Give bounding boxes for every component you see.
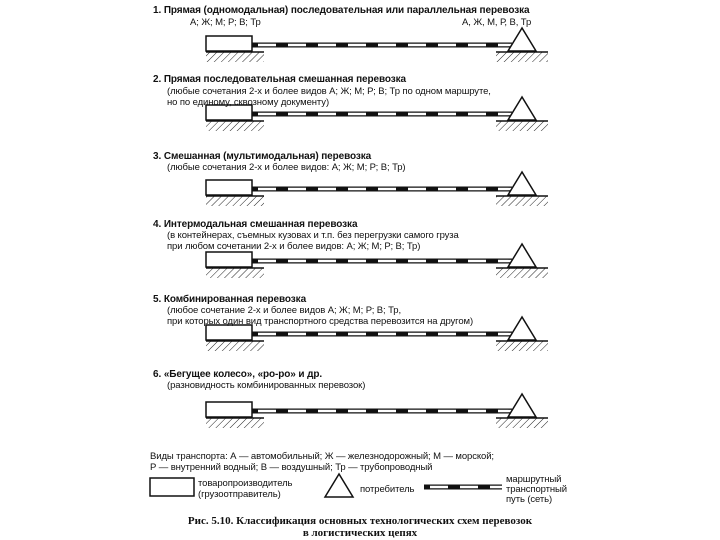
- scheme-2-consumer-ground-hatch: [496, 121, 548, 131]
- legend-consumer-label: потребитель: [360, 484, 415, 495]
- scheme-1-left-modes: А; Ж; М; Р; В; Тр: [190, 17, 261, 28]
- scheme-4-consumer-ground-hatch: [496, 268, 548, 278]
- scheme-3-title: 3. Смешанная (мультимодальная) перевозка: [153, 151, 372, 162]
- scheme-4-note-1: (в контейнерах, съемных кузовах и т.п. без перегрузки самого груза: [167, 230, 459, 241]
- legend-route-label-1: маршрутный: [506, 474, 562, 485]
- scheme-6-consumer-ground-hatch: [496, 418, 548, 428]
- scheme-1-producer-ground-hatch: [206, 52, 264, 62]
- scheme-4-consumer-triangle: [508, 244, 536, 267]
- scheme-4-note-2: при любом сочетании 2-х и более видов: А; Ж; М; Р; В; Тр): [167, 241, 421, 252]
- scheme-3-producer-ground-hatch: [206, 196, 264, 206]
- scheme-4-producer-box: [206, 252, 252, 267]
- scheme-4-title: 4. Интермодальная смешанная перевозка: [153, 219, 358, 230]
- scheme-3-producer-box: [206, 180, 252, 195]
- scheme-3-consumer-ground-hatch: [496, 196, 548, 206]
- scheme-4-producer-ground-hatch: [206, 268, 264, 278]
- figure-caption-line-1: Рис. 5.10. Классификация основных технологических схем перевозок: [187, 515, 533, 527]
- scheme-1-consumer-triangle: [508, 28, 536, 51]
- scheme-5-consumer-ground-hatch: [496, 341, 548, 351]
- legend-modes-line-2: Р — внутренний водный; В — воздушный; Тр — трубопроводный: [150, 462, 433, 473]
- scheme-2-consumer-triangle: [508, 97, 536, 120]
- scheme-5-consumer-triangle: [508, 317, 536, 340]
- scheme-3-consumer-triangle: [508, 172, 536, 195]
- scheme-1-producer-box: [206, 36, 252, 51]
- scheme-5-note-2: при которых один вид транспортного средства перевозится на другом): [167, 316, 474, 327]
- scheme-1-title: 1. Прямая (одномодальная) последовательная или параллельная перевозка: [153, 5, 530, 16]
- scheme-2-producer-ground-hatch: [206, 121, 264, 131]
- scheme-1-right-modes: А, Ж, М, Р, В, Тр: [462, 17, 532, 28]
- legend-route-label-2: транспортный: [506, 484, 567, 495]
- scheme-5-producer-box: [206, 325, 252, 340]
- legend-route-label-3: путь (сеть): [506, 494, 553, 505]
- scheme-6-consumer-triangle: [508, 394, 536, 417]
- legend-consumer-triangle: [325, 474, 353, 497]
- legend-producer-label-2: (грузоотправитель): [198, 489, 281, 500]
- figure-caption-line-2: в логистических цепях: [302, 527, 418, 539]
- scheme-6-note-1: (разновидность комбинированных перевозок): [167, 380, 366, 391]
- scheme-6-producer-box: [206, 402, 252, 417]
- scheme-1-consumer-ground-hatch: [496, 52, 548, 62]
- scheme-5-title: 5. Комбинированная перевозка: [153, 294, 307, 305]
- scheme-2-title: 2. Прямая последовательная смешанная перевозка: [153, 74, 406, 85]
- scheme-6-title: 6. «Бегущее колесо», «ро-ро» и др.: [153, 369, 323, 380]
- scheme-5-producer-ground-hatch: [206, 341, 264, 351]
- legend-producer-label-1: товаропроизводитель: [198, 478, 293, 489]
- scheme-5-note-1: (любое сочетание 2-х и более видов А; Ж; М; Р; В; Тр,: [167, 305, 402, 316]
- legend-modes-line-1: Виды транспорта: А — автомобильный; Ж — железнодорожный; М — морской;: [150, 451, 494, 462]
- scheme-2-note-2: но по единому, сквозному документу): [167, 97, 330, 108]
- scheme-2-note-1: (любые сочетания 2-х и более видов А; Ж; М; Р; В; Тр по одном маршруте,: [167, 86, 491, 97]
- scheme-3-note-1: (любые сочетания 2-х и более видов: А; Ж; М; Р; В; Тр): [167, 162, 406, 173]
- legend-producer-box: [150, 478, 194, 496]
- scheme-6-producer-ground-hatch: [206, 418, 264, 428]
